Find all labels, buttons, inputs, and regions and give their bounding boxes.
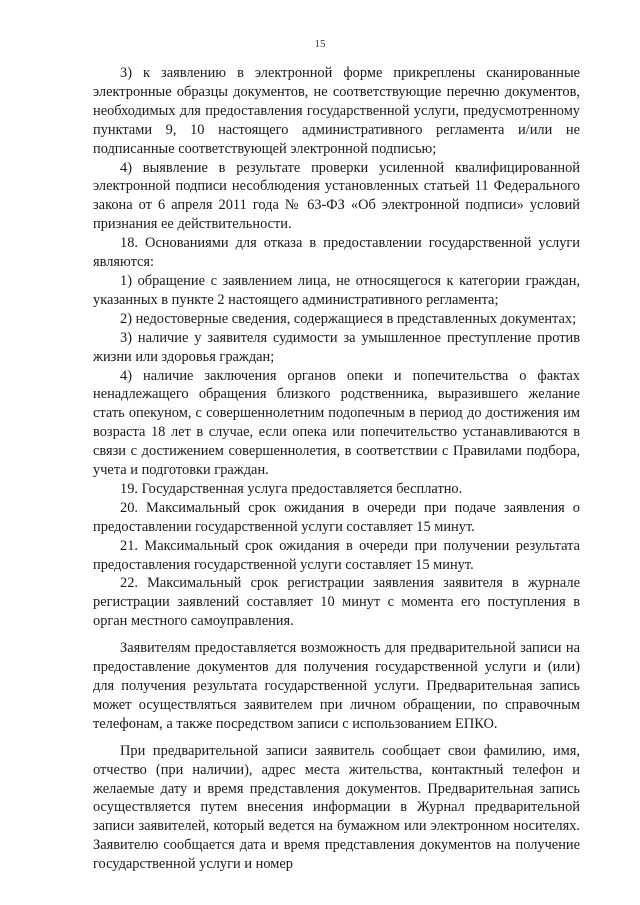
paragraph-pre-registration-details: При предварительной записи заявитель сообщает свои фамилию, имя, отчество (при наличии), адрес места жительства, контактный телефон и желаемые дату и время представления документов. Предварительная запись осуществляется путем внесения информации в Журнал предварительной записи заявителей, который ведется на бумажном или электронном носителях. Заявителю сообщается дата и время представления документов на получение государственной услуги и номер — [93, 742, 580, 873]
paragraph-refusal-2: 2) недостоверные сведения, содержащиеся в представленных документах; — [120, 310, 577, 327]
paragraph-clause-22: 22. Максимальный срок регистрации заявления заявителя в журнале регистрации заявлений составляет 10 минут с момента его поступления в орган местного самоуправления. — [93, 575, 580, 630]
paragraph-item-3-scanned-docs: 3) к заявлению в электронной форме прикреплены сканированные электронные образцы документов, не соответствующие перечню документов, необходимых для предоставления государственной услуги, предусмотренному пунктами 9, 10 настоящего административного регламента и/или не подписанные соответствующей электронной подписью; — [93, 65, 580, 157]
paragraph-clause-21: 21. Максимальный срок ожидания в очереди при получении результата предоставления государственной услуги составляет 15 минут. — [93, 537, 580, 573]
paragraph-refusal-1: 1) обращение с заявлением лица, не относящегося к категории граждан, указанных в пункте 2 настоящего административного регламента; — [93, 272, 580, 308]
paragraph-clause-20: 20. Максимальный срок ожидания в очереди при подаче заявления о предоставлении государственной услуги составляет 15 минут. — [93, 499, 580, 535]
paragraph-refusal-3: 3) наличие у заявителя судимости за умышленное преступление против жизни или здоровья граждан; — [93, 329, 580, 365]
paragraph-clause-18: 18. Основаниями для отказа в предоставлении государственной услуги являются: — [93, 235, 580, 271]
paragraph-clause-19: 19. Государственная услуга предоставляется бесплатно. — [120, 480, 463, 497]
paragraph-pre-registration: Заявителям предоставляется возможность для предварительной записи на предоставление документов для получения государственной услуги и (или) для получения результата государственной услуги. Предварительная запись может осуществляться заявителем при личном обращении, по справочным телефонам, а также посредством записи с использованием ЕПКО. — [93, 640, 580, 732]
paragraph-item-4-signature-check: 4) выявление в результате проверки усиленной квалифицированной электронной подписи несоблюдения установленных статьей 11 Федерального закона от 6 апреля 2011 года № 63-ФЗ «Об электронной подписи» условий признания ее действительности. — [93, 159, 580, 233]
paragraph-refusal-4: 4) наличие заключения органов опеки и попечительства о фактах ненадлежащего обращения близкого родственника, выразившего желание стать опекуном, с совершеннолетним подопечным в период до достижения им возраста 18 лет в случае, если опека или попечительство устанавливаются в связи с достижением совершеннолетия, в соответствии с Правилами подбора, учета и подготовки граждан. — [93, 367, 580, 479]
page-number: 15 — [314, 38, 326, 50]
document-body — [93, 64, 580, 874]
